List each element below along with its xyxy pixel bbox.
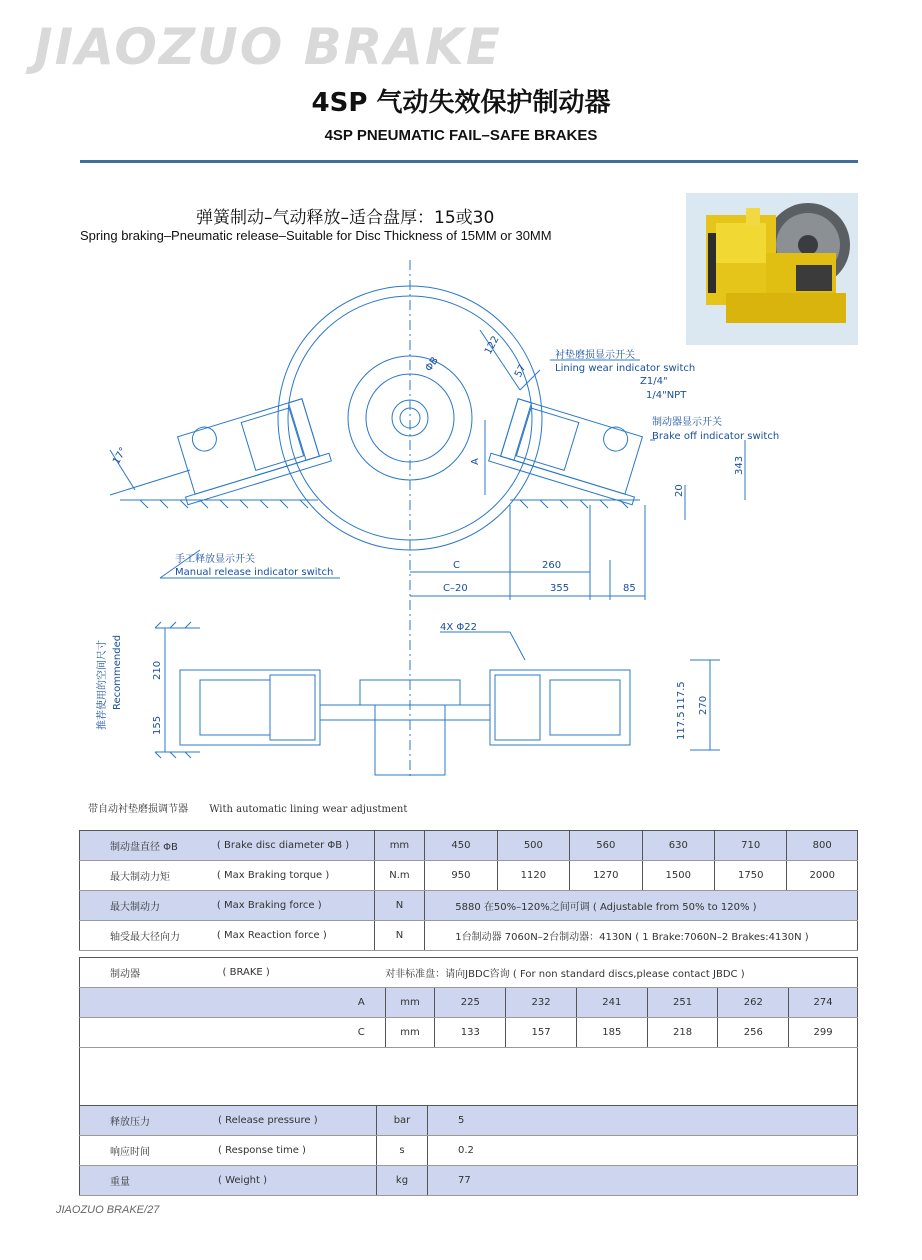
span-cell: 1台制动器 7060N–2台制动器：4130N ( 1 Brake:7060N–2 Brakes:4130N ) <box>425 921 858 951</box>
cell: 274 <box>789 988 858 1018</box>
port-z14-label: Z1/4" <box>640 376 668 387</box>
table-row <box>80 1136 858 1166</box>
brake-header-en: ( BRAKE ) <box>223 958 386 988</box>
recommended-label-en: Recommended <box>112 634 123 710</box>
dim-117-5-b: 117.5 <box>676 711 687 740</box>
cell: 262 <box>718 988 789 1018</box>
cell: 157 <box>506 1018 577 1048</box>
cell: 500 <box>497 831 569 861</box>
row-label-en: ( Response time ) <box>218 1136 377 1166</box>
row-label-cn: 响应时间 <box>80 1136 219 1166</box>
lining-switch-label-en: Lining wear indicator switch <box>555 363 696 374</box>
row-label-cn: 重量 <box>80 1166 219 1196</box>
table-row <box>80 921 858 951</box>
dim-20: 20 <box>674 484 685 497</box>
subtitle-cn: 弹簧制动–气动释放–适合盘厚：15或30 <box>196 208 495 228</box>
row-unit: mm <box>374 831 425 861</box>
row-unit: mm <box>385 988 435 1018</box>
cell: 1500 <box>642 861 714 891</box>
cell: 241 <box>576 988 647 1018</box>
dim-57: 57 <box>512 363 529 380</box>
dim-155: 155 <box>152 715 163 735</box>
nonstandard-note: 对非标准盘：请向JBDC咨询 ( For non standard discs,please contact JBDC ) <box>385 958 857 988</box>
row-label-en: ( Max Braking torque ) <box>217 861 374 891</box>
row-label-en: ( Release pressure ) <box>218 1106 377 1136</box>
table-row <box>80 1018 858 1048</box>
cell: 225 <box>435 988 506 1018</box>
manual-switch-label-cn: 手工释放显示开关 <box>175 554 255 565</box>
dim-C-20: C–20 <box>443 583 468 594</box>
table-row <box>80 891 858 921</box>
table-row <box>80 831 858 861</box>
table-row <box>80 1166 858 1196</box>
cell: 2000 <box>787 861 858 891</box>
row-label-en: ( Weight ) <box>218 1166 377 1196</box>
cell: 185 <box>576 1018 647 1048</box>
empty-cell <box>80 1048 858 1107</box>
dim-270: 270 <box>698 695 709 715</box>
manual-switch-label-en: Manual release indicator switch <box>175 567 334 578</box>
cell: 133 <box>435 1018 506 1048</box>
cell: 256 <box>718 1018 789 1048</box>
row-label-cn: 轴受最大径向力 <box>80 921 217 951</box>
dim-210: 210 <box>152 660 163 680</box>
table-row <box>80 988 858 1018</box>
table-row <box>80 1106 858 1136</box>
lining-adjustment-note <box>88 800 425 815</box>
brakeoff-switch-label-cn: 制动器显示开关 <box>652 417 722 428</box>
dim-A: A <box>470 458 481 465</box>
note-cn: 带自动衬垫磨损调节器 <box>88 804 188 815</box>
cell: 630 <box>642 831 714 861</box>
cell: 950 <box>425 861 497 891</box>
dim-117-5-a: 117.5 <box>676 681 687 710</box>
brake-header-cn: 制动器 <box>80 958 223 988</box>
disc-diameter-label: ΦB <box>423 355 441 374</box>
span-cell: 5880 在50%–120%之间可调 ( Adjustable from 50% to 120% ) <box>425 891 858 921</box>
cell: 77 <box>428 1166 858 1196</box>
dim-260: 260 <box>542 560 562 571</box>
recommended-label-cn: 推荐使用的空间尺寸 <box>97 640 108 730</box>
table-row <box>80 958 858 988</box>
dim-355: 355 <box>550 583 570 594</box>
row-label: A <box>80 988 386 1018</box>
row-label: C <box>80 1018 386 1048</box>
dim-C: C <box>453 560 460 571</box>
angle-label: 17° <box>111 445 130 467</box>
table-row <box>80 1048 858 1107</box>
row-label-cn: 最大制动力矩 <box>80 861 217 891</box>
spec-table-3 <box>79 1105 858 1196</box>
cell: 299 <box>789 1018 858 1048</box>
cell: 232 <box>506 988 577 1018</box>
row-unit: kg <box>377 1166 428 1196</box>
brakeoff-switch-label-en: Brake off indicator switch <box>652 431 780 442</box>
table-row <box>80 861 858 891</box>
cell: 251 <box>647 988 718 1018</box>
row-unit: N <box>374 921 425 951</box>
cell: 218 <box>647 1018 718 1048</box>
spec-table-2 <box>79 957 858 1107</box>
row-label-cn: 释放压力 <box>80 1106 219 1136</box>
row-label-cn: 制动盘直径 ΦB <box>80 831 217 861</box>
row-unit: s <box>377 1136 428 1166</box>
note-en: With automatic lining wear adjustment <box>209 804 408 815</box>
dim-122: 122 <box>482 334 502 357</box>
technical-drawing <box>80 260 840 790</box>
cell: 710 <box>715 831 787 861</box>
row-unit: N <box>374 891 425 921</box>
row-label-en: ( Max Reaction force ) <box>217 921 374 951</box>
page-title-en: 4SP PNEUMATIC FAIL–SAFE BRAKES <box>324 127 598 144</box>
dim-85: 85 <box>623 583 636 594</box>
port-npt-label: 1/4"NPT <box>646 390 687 401</box>
title-divider <box>80 160 858 163</box>
page-title-cn: 4SP 气动失效保护制动器 <box>311 88 611 118</box>
row-unit: bar <box>377 1106 428 1136</box>
brand-watermark: JIAOZUO BRAKE <box>34 18 502 76</box>
cell: 450 <box>425 831 497 861</box>
row-unit: N.m <box>374 861 425 891</box>
row-label-cn: 最大制动力 <box>80 891 217 921</box>
cell: 1750 <box>715 861 787 891</box>
cell: 1270 <box>570 861 642 891</box>
cell: 0.2 <box>428 1136 858 1166</box>
page-footer: JIAOZUO BRAKE/27 <box>56 1204 160 1216</box>
cell: 5 <box>428 1106 858 1136</box>
holes-label: 4X Φ22 <box>440 622 477 633</box>
cell: 1120 <box>497 861 569 891</box>
spec-table-1 <box>79 830 858 951</box>
row-label-en: ( Max Braking force ) <box>217 891 374 921</box>
lining-switch-label-cn: 衬垫磨损显示开关 <box>555 350 635 361</box>
row-unit: mm <box>385 1018 435 1048</box>
cell: 560 <box>570 831 642 861</box>
dim-343: 343 <box>734 455 745 475</box>
subtitle-en: Spring braking–Pneumatic release–Suitable for Disc Thickness of 15MM or 30MM <box>80 228 552 243</box>
row-label-en: ( Brake disc diameter ΦB ) <box>217 831 374 861</box>
cell: 800 <box>787 831 858 861</box>
